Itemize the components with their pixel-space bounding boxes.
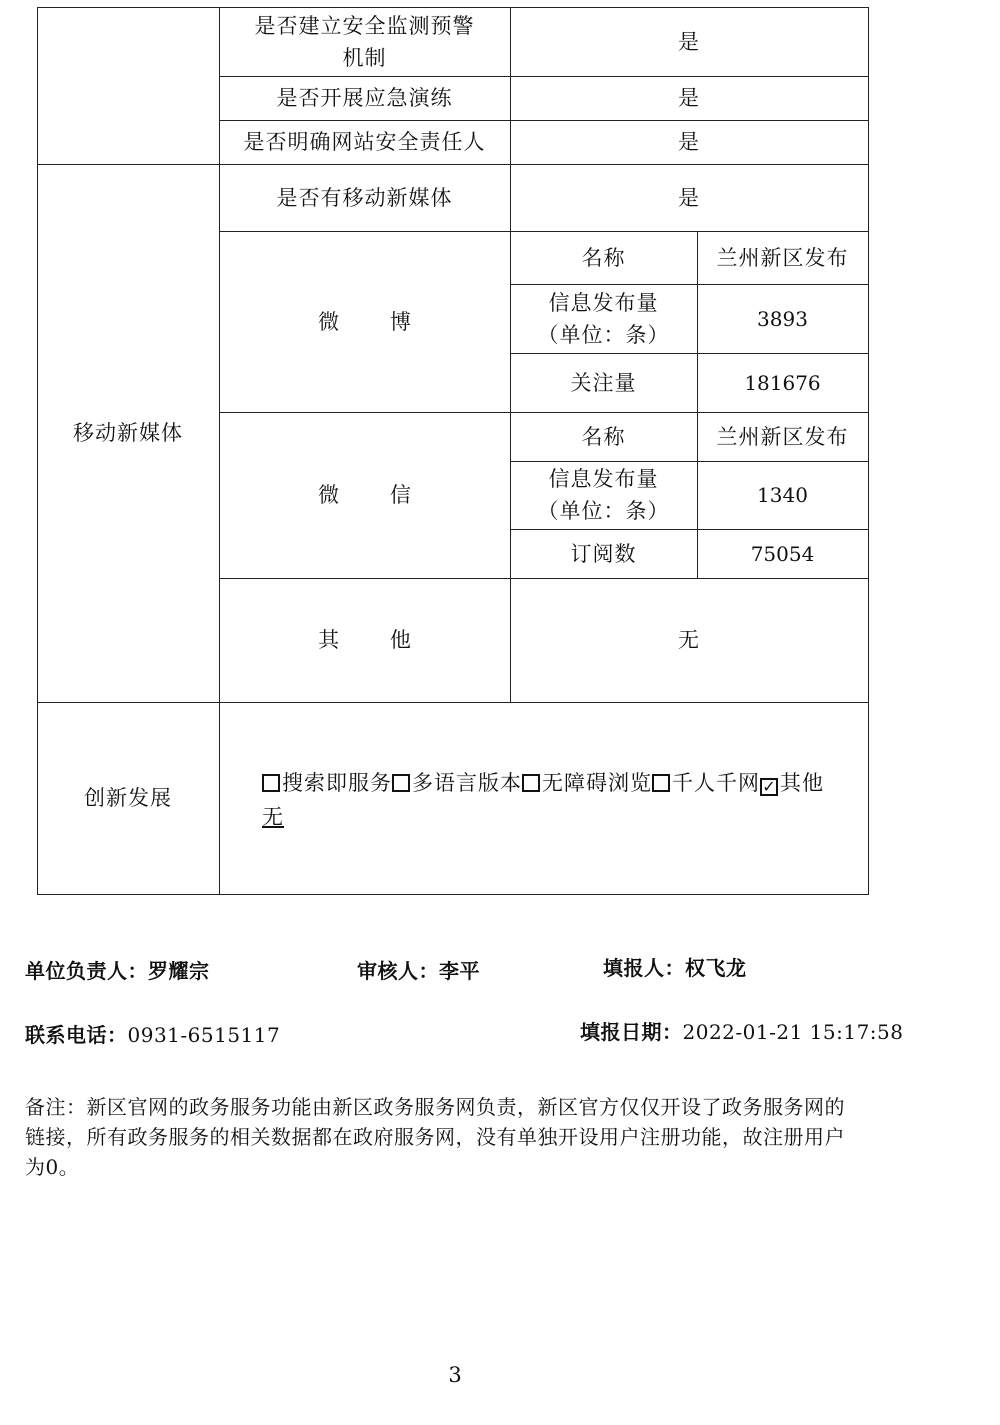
option-personalized[interactable]: 千人千网 — [652, 771, 760, 795]
mobile-media-section-label: 移动新媒体 — [73, 421, 183, 445]
wechat-posts-value: 1340 — [757, 483, 808, 507]
emergency-drill-label: 是否开展应急演练 — [276, 86, 453, 110]
wechat-posts-label — [510, 461, 697, 529]
innovation-options — [262, 766, 862, 834]
contact-phone — [25, 1020, 280, 1050]
weibo-posts-label — [510, 284, 697, 353]
checkbox-icon[interactable] — [522, 774, 540, 792]
innovation-label: 创新发展 — [84, 786, 172, 810]
filler-value: 权飞龙 — [685, 956, 747, 980]
phone-label: 联系电话： — [25, 1023, 128, 1047]
wechat-subscribers-label: 订阅数 — [570, 541, 637, 566]
filler — [603, 953, 747, 983]
reviewer-value: 李平 — [439, 959, 480, 983]
checkbox-icon[interactable] — [652, 774, 670, 792]
weibo-posts-label-line2: （单位：条） — [537, 322, 670, 347]
checkbox-checked-icon[interactable]: ✓ — [760, 778, 778, 796]
wechat-posts-label-line1: 信息发布量 — [548, 467, 659, 491]
weibo-followers-value: 181676 — [744, 370, 821, 395]
unit-head-label: 单位负责人： — [25, 959, 148, 983]
security-responsible-value: 是 — [678, 130, 700, 154]
weibo-posts-value: 3893 — [757, 306, 808, 331]
checkbox-icon[interactable] — [392, 774, 410, 792]
reviewer-label: 审核人： — [357, 959, 439, 983]
wechat-name-label: 名称 — [581, 424, 626, 449]
filler-label: 填报人： — [603, 956, 685, 980]
unit-head — [25, 956, 210, 986]
has-mobile-media-value: 是 — [678, 185, 700, 210]
phone-value: 0931-6515117 — [127, 1023, 281, 1047]
page-number: 3 — [448, 1363, 462, 1387]
warning-mechanism-label — [219, 7, 510, 76]
date-value: 2022-01-21 15:17:58 — [682, 1020, 904, 1044]
warning-label-line1: 是否建立安全监测预警 — [254, 13, 475, 38]
fill-date — [580, 1017, 904, 1047]
weibo-followers-label: 关注量 — [570, 370, 637, 395]
reviewer — [357, 956, 480, 986]
wechat-subscribers-value: 75054 — [750, 541, 815, 566]
checkbox-icon[interactable] — [262, 774, 280, 792]
wechat-label: 微 信 — [318, 483, 433, 507]
option-multilingual[interactable]: 多语言版本 — [392, 771, 522, 795]
weibo-label: 微 博 — [318, 309, 433, 334]
emergency-drill-value: 是 — [678, 86, 700, 110]
option-accessibility[interactable]: 无障碍浏览 — [522, 771, 652, 795]
weibo-name-value: 兰州新区发布 — [716, 245, 849, 270]
other-media-value: 无 — [678, 628, 700, 652]
wechat-posts-label-line2: （单位：条） — [537, 499, 670, 523]
warning-mechanism-value: 是 — [678, 29, 700, 54]
security-responsible-label: 是否明确网站安全责任人 — [243, 130, 486, 154]
weibo-name-label: 名称 — [581, 245, 626, 270]
other-media-label: 其 他 — [318, 628, 433, 652]
has-mobile-media-label: 是否有移动新媒体 — [276, 185, 453, 210]
unit-head-value: 罗耀宗 — [148, 959, 210, 983]
option-search-as-service[interactable]: 搜索即服务 — [262, 771, 392, 795]
weibo-posts-label-line1: 信息发布量 — [548, 290, 659, 315]
option-other[interactable]: ✓ 其他 — [760, 771, 824, 795]
remarks: 备注：新区官网的政务服务功能由新区政务服务网负责，新区官方仅仅开设了政务服务网的链接，所有政务服务的相关数据都在政府服务网，没有单独开设用户注册功能，故注册用户为0。 — [25, 1095, 845, 1179]
warning-label-line2: 机制 — [342, 45, 387, 70]
innovation-other-text: 无 — [262, 805, 284, 829]
date-label: 填报日期： — [580, 1020, 683, 1044]
wechat-name-value: 兰州新区发布 — [716, 424, 849, 449]
